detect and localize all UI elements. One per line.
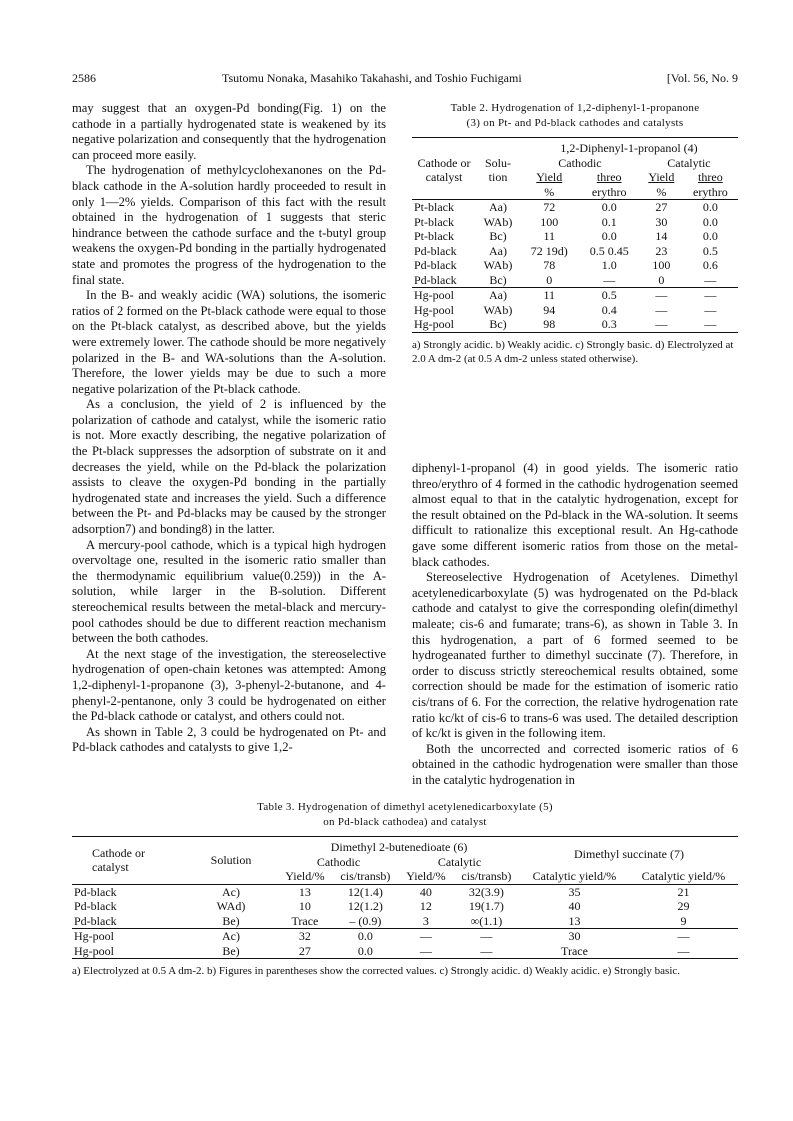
table-cell: — <box>677 943 690 958</box>
table-cell: Trace <box>561 943 588 958</box>
table-cell: Bc) <box>489 317 507 331</box>
col-solution: Solution <box>210 853 252 867</box>
table-cell: Aa) <box>489 243 507 258</box>
table-cell: Be) <box>222 913 240 928</box>
paragraph: As shown in Table 2, 3 could be hydrogenated on Pt- and Pd-black cathodes and catalysts to give 1,2- <box>72 724 386 755</box>
table-cell: — <box>704 317 717 331</box>
col-cathodic: Cathodic <box>316 854 361 869</box>
table-cell: 0.0 <box>601 200 617 214</box>
table-row <box>72 899 738 914</box>
table-cell: 0.0 <box>702 200 718 214</box>
table-cell: – (0.9) <box>349 913 382 928</box>
col-cathodic: Cathodic <box>558 155 602 170</box>
table-cell: Aa) <box>489 288 507 302</box>
table-cell: 100 <box>652 258 671 272</box>
table-cell: — <box>704 302 717 317</box>
table-cell: 30 <box>655 214 668 229</box>
group-header: 1,2-Diphenyl-1-propanol (4) <box>560 141 698 155</box>
table-cell: Pt-black <box>414 200 454 214</box>
paragraph: Both the uncorrected and corrected isomeric ratios of 6 obtained in the cathodic hydrogenation were smaller than those in the catalytic hydrogenation in <box>412 741 738 787</box>
table-cell: WAd) <box>216 899 246 913</box>
table-3-footnote: a) Electrolyzed at 0.5 A dm-2. b) Figures in parentheses show the corrected values. c) Strongly acidic. d) Weakly acidic. e) Strongly basic. <box>72 965 681 977</box>
table-cell: 9 <box>680 913 687 928</box>
col-catalytic-yield: Catalytic yield/% <box>641 869 726 883</box>
table-cell: Pt-black <box>414 229 454 243</box>
table-row <box>72 884 738 899</box>
table-cell: — <box>603 272 616 287</box>
table-cell: 12 <box>419 899 432 913</box>
table-cell: 14 <box>655 229 668 243</box>
group-header-7: Dimethyl succinate (7) <box>574 847 684 862</box>
table-cell: — <box>419 943 432 958</box>
table-cell: Hg-pool <box>74 943 114 958</box>
table-cell: Pd-black <box>414 272 457 287</box>
col-yield: Yield <box>536 170 563 184</box>
table-2-grid <box>412 137 738 333</box>
col-erythro: erythro <box>693 184 728 199</box>
table-cell: 11 <box>543 288 556 302</box>
table-3-caption: Table 3. Hydrogenation of dimethyl acetylenedicarboxylate (5) on Pd-black cathodea) and catalyst <box>257 801 553 828</box>
table-cell: Trace <box>291 913 319 928</box>
group-header-6: Dimethyl 2-butenedioate (6) <box>330 840 468 854</box>
col-pct: % <box>544 184 555 199</box>
table-cell: 72 <box>543 200 556 214</box>
table-cell: 12(1.2) <box>347 899 383 913</box>
table-cell: 0.3 <box>601 317 617 331</box>
col-cathode: Cathode or catalyst <box>92 845 145 875</box>
table-cell: 0 <box>546 272 553 287</box>
table-cell: 0 <box>658 272 665 287</box>
table-cell: 32(3.9) <box>468 884 504 899</box>
table-cell: 0.0 <box>702 214 718 229</box>
table-row <box>412 273 738 288</box>
table-cell: 21 <box>677 884 690 899</box>
table-cell: Aa) <box>489 200 507 214</box>
col-cathode: Cathode or catalyst <box>417 155 471 184</box>
table-cell: 35 <box>568 884 581 899</box>
table-row <box>412 200 738 215</box>
table-cell: — <box>704 272 717 287</box>
table-cell: Pd-black <box>74 899 117 913</box>
col-threo: threo <box>596 170 622 184</box>
col-threo: threo <box>698 170 723 184</box>
table-row <box>72 944 738 959</box>
table-cell: 0.6 <box>702 258 718 272</box>
col-cathodic-yield: Catalytic yield/% <box>532 869 617 883</box>
table-cell: 30 <box>568 929 581 943</box>
left-column <box>72 101 386 756</box>
paragraph: Stereoselective Hydrogenation of Acetylenes. Dimethyl acetylenedicarboxylate (5) was hydrogenated on the Pd-black cathode and catalyst to give the corresponding olefin(dimethyl maleate; cis-6 and fumarate; trans-6), as shown in Table 3. In this hydrogenation, a part of 6 formed seemed to be hydrogeanated further to dimethyl succinate (7). Therefore, in order to discuss strictly stereochemical results obtained, some correction should be made for the estimation of isomeric ratio cis/trans of 6. For the correction, the relative hydrogenation rate ratio kc/kt of cis-6 to trans-6 was used. The detailed description of kc/kt is given in the following item. <box>412 570 738 741</box>
authors: Tsutomu Nonaka, Masahiko Takahashi, and Toshio Fuchigami <box>222 71 522 85</box>
table-cell: 27 <box>655 200 668 214</box>
paragraph: A mercury-pool cathode, which is a typical high hydrogen overvoltage one, resulted in the isomeric ratio smaller than the thermodynamic equilibrium value(0.259)) in the A-solution, while larger in the B-solution. Different stereochemical results between the metal-black and mercury-pool cathodes should be due to different reaction mechanism between the both cathodes. <box>72 537 386 646</box>
table-cell: 13 <box>298 884 311 899</box>
table-row <box>412 244 738 259</box>
table-row <box>412 303 738 318</box>
table-cell: 94 <box>543 302 556 317</box>
table-cell: 0.5 0.45 <box>589 243 629 258</box>
table-cell: Hg-pool <box>414 302 454 317</box>
table-row <box>412 258 738 273</box>
col-catalytic: Catalytic <box>437 854 482 869</box>
table-cell: 27 <box>298 943 311 958</box>
table-row <box>72 914 738 929</box>
table-row <box>412 288 738 303</box>
table-cell: Ac) <box>222 929 240 943</box>
table-cell: 23 <box>655 243 668 258</box>
paragraph: As a conclusion, the yield of 2 is influenced by the polarization of cathode and catalyst, while the isomeric ratio is not. More exactly describing, the negative polarization of the Pt-black suppresses the adsorption of substrate on it and decreases the yield, while on the Pd-black the polarization assists to cleave the oxygen-Pd bonding in the partially hydrogenated state and increases the yield. Such a difference between the Pt- and Pd-blacks may be caused by the stronger adsorption7) and bonding8) in the latter. <box>72 397 386 537</box>
table-row <box>412 215 738 230</box>
table-cell: — <box>655 302 668 317</box>
paragraph: The hydrogenation of methylcyclohexanones on the Pd-black cathode in the A-solution hardly proceeded to result in only 1—2% yields. Comparison of this fact with the result obtained in the hydrogenation of 1 suggests that steric hindrance between the cathode surface and the t-butyl group weakens the oxygen-Pd bonding in the partially hydrogenated state and promotes the progress of the hydrogenation to the final state. <box>72 163 386 287</box>
paragraph: may suggest that an oxygen-Pd bonding(Fig. 1) on the cathode in a partially hydrogenated state is weakened by its negative polarization and consequently that the hydrogenation can proceed more easily. <box>72 101 386 162</box>
table-cell: — <box>655 317 668 331</box>
col-yield: Yield/% <box>285 869 325 883</box>
table-cell: 98 <box>543 317 556 331</box>
table-cell: — <box>480 943 493 958</box>
table-2 <box>412 101 738 366</box>
paragraph: diphenyl-1-propanol (4) in good yields. The isomeric ratio threo/erythro of 4 formed in the cathodic hydrogenation seemed almost equal to that in the catalytic hydrogenation, except for the result obtained on the Pd-black in the WA-solution. It seems difficult to rationalize this exceptional result. An Hg-cathode gave some different isomeric ratios from those on the metal-black cathodes. <box>412 461 738 569</box>
right-column <box>412 461 738 788</box>
table-cell: 19(1.7) <box>468 899 504 913</box>
table-cell: ∞(1.1) <box>470 913 503 928</box>
table-cell: 0.0 <box>601 229 617 243</box>
table-cell: WAb) <box>483 214 513 229</box>
table-cell: 32 <box>298 929 311 943</box>
table-cell: — <box>419 929 432 943</box>
table-cell: 40 <box>419 884 432 899</box>
table-cell: 0.1 <box>601 214 617 229</box>
table-cell: — <box>480 929 493 943</box>
table-cell: 40 <box>568 899 581 913</box>
table-cell: Ac) <box>222 884 240 899</box>
table-cell: Pd-black <box>414 243 457 258</box>
table-cell: 72 19d) <box>530 243 568 258</box>
table-cell: 3 <box>422 913 429 928</box>
table-cell: 1.0 <box>601 258 617 272</box>
table-row <box>412 317 738 332</box>
table-cell: Bc) <box>489 229 507 243</box>
table-cell: 13 <box>568 913 581 928</box>
table-3 <box>72 800 738 978</box>
col-solution: Solu- tion <box>484 155 511 184</box>
table-cell: Hg-pool <box>414 317 454 331</box>
table-2-footnote: a) Strongly acidic. b) Weakly acidic. c) Strongly basic. d) Electrolyzed at 2.0 A dm-2 (at 0.5 A dm-2 unless stated otherwise). <box>412 338 734 365</box>
table-cell: Pd-black <box>74 884 117 899</box>
table-cell: Hg-pool <box>414 288 454 302</box>
table-cell: — <box>655 288 668 302</box>
table-cell: Pd-black <box>414 258 457 272</box>
table-cell: Pt-black <box>414 214 454 229</box>
table-cell: 10 <box>298 899 311 913</box>
table-cell: 12(1.4) <box>347 884 383 899</box>
table-cell: Bc) <box>489 272 507 287</box>
table-cell: — <box>704 288 717 302</box>
table-cell: 0.0 <box>357 929 373 943</box>
table-cell: WAb) <box>483 258 513 272</box>
table-cell: Be) <box>222 943 240 958</box>
table-cell: — <box>677 929 690 943</box>
volume-info: [Vol. 56, No. 9 <box>666 71 738 85</box>
table-cell: 0.4 <box>601 302 617 317</box>
col-yield: Yield <box>648 170 675 184</box>
paragraph: In the B- and weakly acidic (WA) solutions, the isomeric ratios of 2 formed on the Pt-black cathode were equal to those on the Pt-black catalyst, as described above, but the yields were extremely lower. The cathode should be more negatively polarized in the B- and WA-solutions than the A-solution. Therefore, the lower yields may be due to such a more negative polarization of the Pt-black cathode. <box>72 288 386 396</box>
table-cell: 29 <box>677 899 690 913</box>
table-cell: 11 <box>543 229 556 243</box>
table-3-grid <box>72 836 738 959</box>
table-cell: Pd-black <box>74 913 117 928</box>
table-cell: WAb) <box>483 302 513 317</box>
page-number: 2586 <box>72 71 96 85</box>
table-row <box>412 229 738 244</box>
paragraph: At the next stage of the investigation, the stereoselective hydrogenation of open-chain ketones was attempted: Among 1,2-diphenyl-1-propanone (3), 3-phenyl-2-butanone, and 4-phenyl-2-pentanone, only 3 could be hydrogenated on either the Pd-black cathode or catalyst, and others could not. <box>72 646 386 724</box>
col-yield: Yield/% <box>406 869 446 883</box>
table-2-caption: Table 2. Hydrogenation of 1,2-diphenyl-1-propanone (3) on Pt- and Pd-black cathodes and catalysts <box>450 102 700 129</box>
col-erythro: erythro <box>591 184 627 199</box>
table-cell: 100 <box>540 214 559 229</box>
table-cell: 0.0 <box>357 943 373 958</box>
table-cell: 0.5 <box>702 243 718 258</box>
col-cis-trans: cis/transb) <box>461 869 512 883</box>
col-catalytic: Catalytic <box>667 155 711 170</box>
table-cell: 78 <box>543 258 556 272</box>
table-cell: 0.5 <box>601 288 617 302</box>
table-cell: Hg-pool <box>74 929 114 943</box>
table-cell: 0.0 <box>702 229 718 243</box>
col-cis-trans: cis/transb) <box>340 869 391 883</box>
running-header <box>72 71 738 89</box>
table-row <box>72 929 738 944</box>
col-pct: % <box>656 184 667 199</box>
